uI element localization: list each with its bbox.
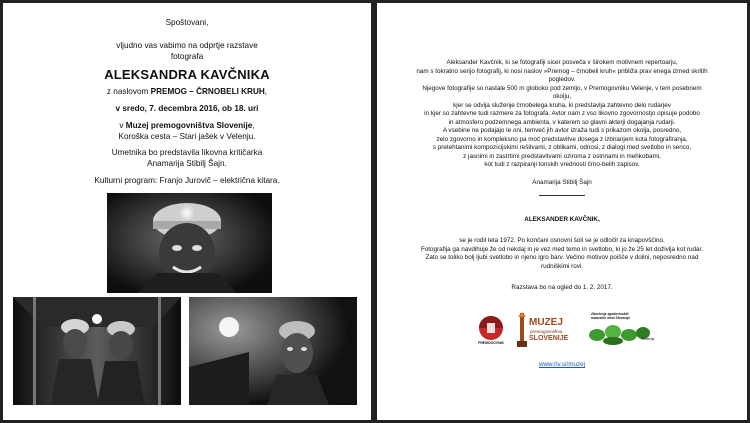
venue-name: Muzej premogovništva Slovenije xyxy=(125,121,253,130)
bio-line: se je rodil leta 1972. Po končani osnovni šoli se je odločil za knapovščino. xyxy=(459,237,665,244)
association-name-line1: Združenje zgodovinskih xyxy=(591,312,629,316)
museum-logo-country: SLOVENIJE xyxy=(529,335,569,342)
text-line: pogledov. xyxy=(548,76,576,83)
critic-name: Anamarija Stibilj Šajn. xyxy=(147,159,227,168)
website-row xyxy=(377,361,747,370)
text-line: z jasnimi in zastrtimi predstavitvami oziroma z ostrinami in mehkobami, xyxy=(463,152,661,160)
text-line: Njegove fotografije so nastale 500 m globoko pod zemljo, v Premogovniku Velenje, v tem posebnem xyxy=(422,84,702,92)
photographer-name: ALEKSANDRA KAVČNIKA xyxy=(104,67,270,82)
text-line: s pretehtanimi kompozicijskimi rešitvami, z oblikami, odnosi, z dialogi med svetlobo in senco, xyxy=(432,144,692,151)
museum-logo-title: MUZEJ xyxy=(529,317,563,328)
miner-with-lamp-photo xyxy=(189,297,357,405)
invitation-right-page xyxy=(377,3,747,420)
cultural-program: Kulturni program: Franjo Jurovič – električna kitara. xyxy=(94,176,280,185)
greeting: Spoštovani, xyxy=(165,18,209,27)
museum-logo-subtitle: premogovništva xyxy=(530,329,563,334)
mining-towns-association-logo xyxy=(587,311,659,351)
critic-intro: Umetnika bo predstavila likovna kritičarka xyxy=(111,148,263,157)
text-line: okolju, xyxy=(552,93,572,100)
bio-heading: ALEKSANDER KAVČNIK, xyxy=(524,216,600,223)
museum-logo xyxy=(515,311,583,351)
association-country: Slovenija xyxy=(641,337,655,341)
bio-line: Zato se toliko bolj ljubi svetlobo in njeno igro barv. Večino motivov poišče v dolini, neposredno nad xyxy=(425,254,699,261)
text-line: in kjer so zahtevne tudi razmere za fotografa. Avtor nam z vso likovno zgovornostjo opisuje podobo xyxy=(424,110,700,117)
text-line: A vsebine ne podajajo le oni, temveč jih avtor izraža tudi s prikazom okolja, posredno, xyxy=(442,127,682,134)
venue-prefix: v xyxy=(119,121,126,130)
invite-line-2: fotografa xyxy=(170,52,204,61)
two-miners-photo xyxy=(13,297,181,405)
invite-line-1: vljudno vas vabimo na odprtje razstave xyxy=(116,41,258,50)
text-line: zelo zgovorno in kompleksno pa moč predstavitve dosega z izbiranjem kota fotografiranja, xyxy=(436,135,688,143)
bio-line: rudniškimi rovi. xyxy=(541,262,583,270)
text-line: kot tudi z razpiranji tonskih vrednosti črno-belih zapisov. xyxy=(484,161,640,168)
event-date: v sredo, 7. decembra 2016, ob 18. uri xyxy=(115,104,259,113)
text-line: in atmosfero podzemnega ambienta, v katerem so glavni akterji dogajanja rudarji. xyxy=(448,118,676,126)
bio-line: Fotografija ga navdihuje že od nekdaj in je vez med temo in svetlobo, ki jo že 25 let doživlja kot rudar. xyxy=(420,245,704,253)
venue-suffix: , xyxy=(252,121,255,130)
miner-portrait-photo xyxy=(107,193,272,293)
premogovnik-logo xyxy=(473,313,509,349)
venue-address: Koroška cesta – Stari jašek v Velenju. xyxy=(118,132,256,141)
divider xyxy=(539,195,585,196)
title-prefix: z naslovom xyxy=(106,87,151,96)
text-line: nam s tokratno serijo fotografij, ki nosi naslov »Premog – črnobeli kruh« približa prav enega izmed skritih xyxy=(416,67,708,75)
invitation-left-page xyxy=(3,3,371,420)
title-suffix: , xyxy=(264,87,268,96)
venue-line xyxy=(3,121,371,132)
website-link[interactable]: www.rlv.si/muzej xyxy=(538,361,586,368)
text-line: kjer se odvija služenje črnobelega kruha, ki predstavlja zahtevno delo rudarjev xyxy=(453,101,671,109)
signature: Anamarija Stibilj Šajn xyxy=(532,179,592,186)
premogovnik-logo-text: PREMOGOVNIK xyxy=(478,341,504,345)
association-name-line2: rudarskih mest Slovenije xyxy=(591,316,631,320)
exhibition-title-line xyxy=(3,87,371,98)
text-line: Aleksander Kavčnik, ki se fotografiji sicer posveča v širokem motivnem repertoarju, xyxy=(446,59,678,66)
exhibition-title: PREMOG – ČRNOBELI KRUH xyxy=(150,87,265,96)
exhibition-dates: Razstava bo na ogled do 1. 2. 2017. xyxy=(511,284,613,291)
